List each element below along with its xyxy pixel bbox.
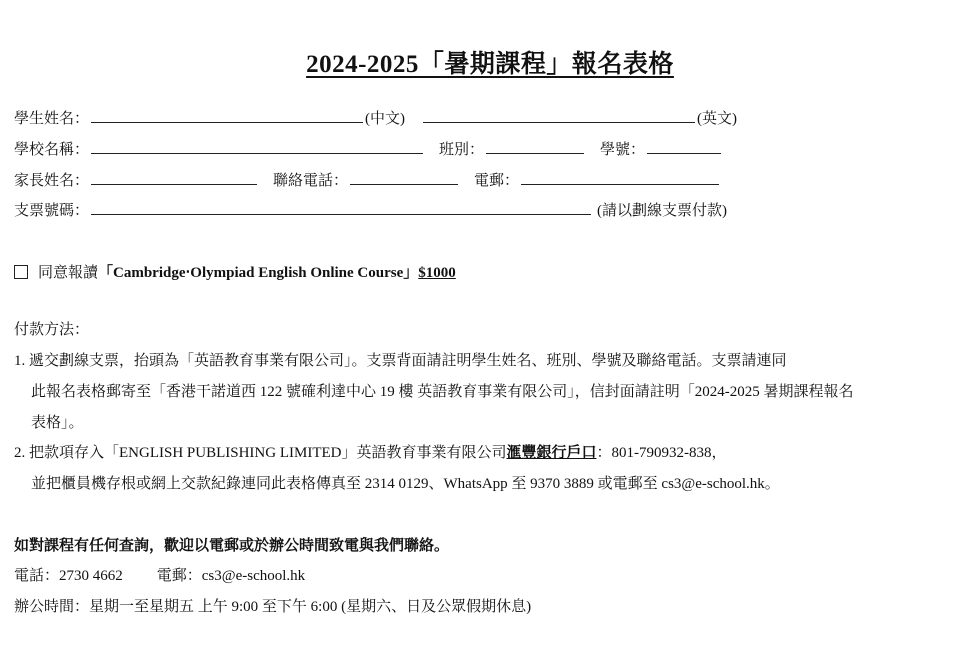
phone-label: 聯絡電話： — [273, 173, 349, 189]
parent-name-field[interactable] — [91, 170, 257, 185]
course-agree-row — [14, 262, 456, 284]
payment-item1-line1: 1. 遞交劃線支票，抬頭為「英語教育事業有限公司」。支票背面請註明學生姓名、班別、學號及聯絡電話。支票請連同 — [14, 353, 787, 369]
course-name: 「Cambridge‧Olympiad English Online Course」 — [98, 265, 419, 281]
cheque-note: (請以劃線支票付款) — [597, 203, 728, 219]
agree-text: 同意報讀 — [38, 265, 99, 281]
school-field[interactable] — [91, 139, 423, 154]
agree-checkbox[interactable] — [14, 265, 28, 279]
phone-field[interactable] — [350, 170, 458, 185]
student-name-chinese-field[interactable] — [91, 108, 363, 123]
student-no-label: 學號： — [600, 142, 646, 158]
cheque-number-field[interactable] — [91, 200, 591, 215]
class-label: 班別： — [439, 142, 485, 158]
contact-heading: 如對課程有任何查詢，歡迎以電郵或於辦公時間致電與我們聯絡。 — [14, 538, 450, 554]
hsbc-account-label: 滙豐銀行戶口 — [506, 445, 597, 461]
cheque-row — [14, 200, 727, 222]
office-hours: 辦公時間：星期一至星期五 上午 9:00 至下午 6:00 (星期六、日及公眾假期休息) — [14, 599, 532, 615]
school-row — [14, 139, 723, 161]
contact-email: 電郵：cs3@e-school.hk — [156, 568, 306, 584]
contact-line — [14, 565, 305, 587]
payment-item1-line3: 表格」。 — [31, 415, 84, 431]
email-field[interactable] — [521, 170, 719, 185]
course-price: $1000 — [418, 265, 456, 281]
payment-item2-line2: 並把櫃員機存根或網上交款紀錄連同此表格傳真至 2314 0129、WhatsApp 至 9370 3889 或電郵至 cs3@e-school.hk。 — [31, 476, 780, 492]
parent-row — [14, 170, 721, 192]
student-name-row — [14, 108, 737, 130]
cheque-label: 支票號碼： — [14, 203, 90, 219]
school-label: 學校名稱： — [14, 142, 90, 158]
payment-heading: 付款方法： — [14, 322, 90, 338]
email-label: 電郵： — [474, 173, 520, 189]
account-number: ：801-790932-838， — [596, 445, 727, 461]
student-name-english-field[interactable] — [423, 108, 695, 123]
form-title: 2024-2025「暑期課程」報名表格 — [306, 51, 674, 78]
student-name-label: 學生姓名： — [14, 111, 90, 127]
chinese-suffix: (中文) — [365, 111, 406, 127]
contact-phone: 電話：2730 4662 — [14, 568, 123, 584]
payment-item1-line2: 此報名表格郵寄至「香港干諾道西 122 號確利達中心 19 樓 英語教育事業有限公司」，信封面請註明「2024-2025 暑期課程報名 — [31, 384, 854, 400]
class-field[interactable] — [486, 139, 584, 154]
payment-item2-line1 — [14, 442, 727, 464]
english-suffix: (英文) — [697, 111, 738, 127]
parent-label: 家長姓名： — [14, 173, 90, 189]
payment-item2-prefix: 2. 把款項存入「ENGLISH PUBLISHING LIMITED」英語教育事業有限公司 — [14, 445, 507, 461]
student-no-field[interactable] — [647, 139, 721, 154]
